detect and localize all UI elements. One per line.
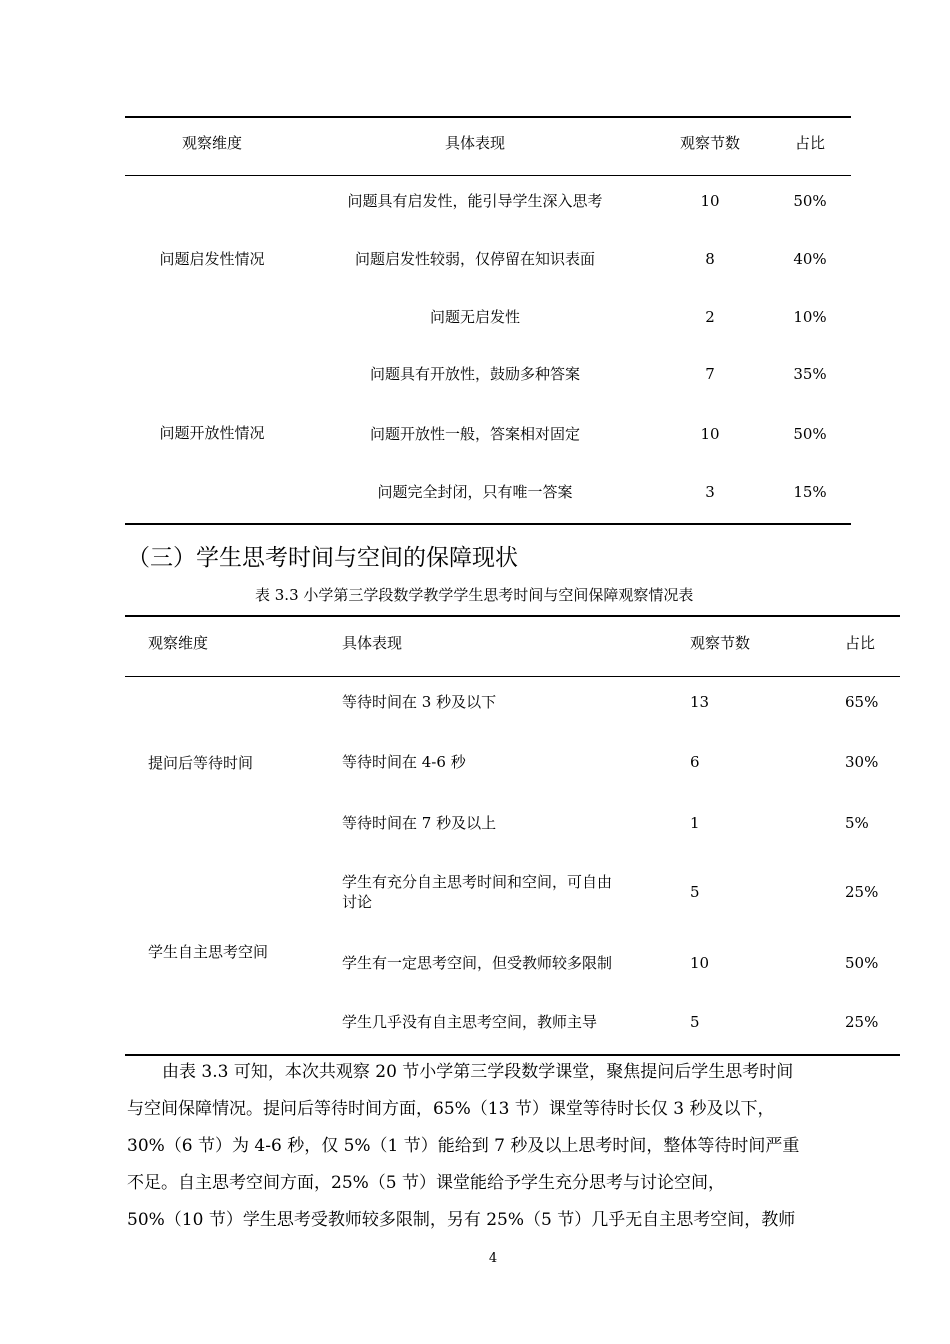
table2-count: 5: [690, 1013, 700, 1031]
table2-count: 13: [690, 693, 710, 711]
table1-ratio: 35%: [793, 365, 827, 383]
table2-group-label: 学生自主思考空间: [148, 943, 269, 961]
table1-ratio: 10%: [793, 308, 827, 326]
table2-detail: 等待时间在 4-6 秒: [342, 753, 466, 771]
table2-ratio: 65%: [845, 693, 879, 711]
table2-ratio: 5%: [845, 814, 869, 832]
table2-header-dimension: 观察维度: [148, 634, 209, 652]
table1-count: 10: [700, 192, 720, 210]
table1-count: 10: [700, 425, 720, 443]
table2-ratio: 25%: [845, 1013, 879, 1031]
paragraph-line: 由表 3.3 可知，本次共观察 20 节小学第三学段数学课堂，聚焦提问后学生思考时间: [162, 1062, 794, 1082]
table1-ratio: 15%: [793, 483, 827, 501]
table2-header-rule: [125, 676, 900, 677]
table1-ratio: 40%: [793, 250, 827, 268]
table1-header-rule: [125, 175, 851, 176]
table1-bottom-rule: [125, 523, 851, 525]
table2-detail: 学生几乎没有自主思考空间，教师主导: [342, 1013, 598, 1031]
table2-detail-continued: 讨论: [342, 893, 373, 911]
table1-detail: 问题具有启发性，能引导学生深入思考: [347, 192, 603, 210]
table1-ratio: 50%: [793, 425, 827, 443]
table1-count: 7: [705, 365, 715, 383]
table2-detail: 学生有一定思考空间，但受教师较多限制: [342, 954, 613, 972]
table1-header-count: 观察节数: [679, 134, 741, 152]
table2-detail: 学生有充分自主思考时间和空间，可自由: [342, 873, 613, 891]
table1-detail: 问题完全封闭，只有唯一答案: [377, 483, 573, 501]
paragraph-line: 50%（10 节）学生思考受教师较多限制，另有 25%（5 节）几乎无自主思考空间，教师: [127, 1210, 796, 1230]
table1-group-label: 问题启发性情况: [159, 250, 265, 268]
table1-ratio: 50%: [793, 192, 827, 210]
table2-count: 1: [690, 814, 700, 832]
table1-detail: 问题启发性较弱，仅停留在知识表面: [354, 250, 596, 268]
table1-top-rule: [125, 116, 851, 118]
table2-count: 5: [690, 883, 700, 901]
table1-count: 8: [705, 250, 715, 268]
table2-group-label: 提问后等待时间: [148, 754, 254, 772]
section-heading: （三）学生思考时间与空间的保障现状: [127, 545, 518, 571]
table1-detail: 问题开放性一般，答案相对固定: [369, 425, 581, 443]
table1-header-detail: 具体表现: [444, 134, 506, 152]
table2-ratio: 50%: [845, 954, 879, 972]
table1-detail: 问题无启发性: [429, 308, 521, 326]
table1-count: 2: [705, 308, 715, 326]
table2-header-ratio: 占比: [845, 634, 876, 652]
table2-ratio: 25%: [845, 883, 879, 901]
table2-top-rule: [125, 615, 900, 617]
paragraph-line: 30%（6 节）为 4-6 秒，仅 5%（1 节）能给到 7 秒及以上思考时间，整体等待时间严重: [127, 1136, 800, 1156]
paragraph-line: 与空间保障情况。提问后等待时间方面，65%（13 节）课堂等待时长仅 3 秒及以下，: [127, 1099, 775, 1119]
table2-detail: 等待时间在 7 秒及以上: [342, 814, 497, 832]
table2-header-count: 观察节数: [690, 634, 751, 652]
table1-count: 3: [705, 483, 715, 501]
paragraph-line: 不足。自主思考空间方面，25%（5 节）课堂能给予学生充分思考与讨论空间，: [127, 1173, 726, 1193]
table1-header-dimension: 观察维度: [181, 134, 243, 152]
table2-count: 10: [690, 954, 710, 972]
table1-group-label: 问题开放性情况: [159, 424, 265, 442]
table2-header-detail: 具体表现: [342, 634, 403, 652]
page-number: 4: [488, 1251, 498, 1266]
table-caption: 表 3.3 小学第三学段数学教学学生思考时间与空间保障观察情况表: [255, 586, 694, 604]
table1-detail: 问题具有开放性，鼓励多种答案: [369, 365, 581, 383]
table1-header-ratio: 占比: [794, 134, 826, 152]
table2-count: 6: [690, 753, 700, 771]
table2-ratio: 30%: [845, 753, 879, 771]
table2-detail: 等待时间在 3 秒及以下: [342, 693, 497, 711]
